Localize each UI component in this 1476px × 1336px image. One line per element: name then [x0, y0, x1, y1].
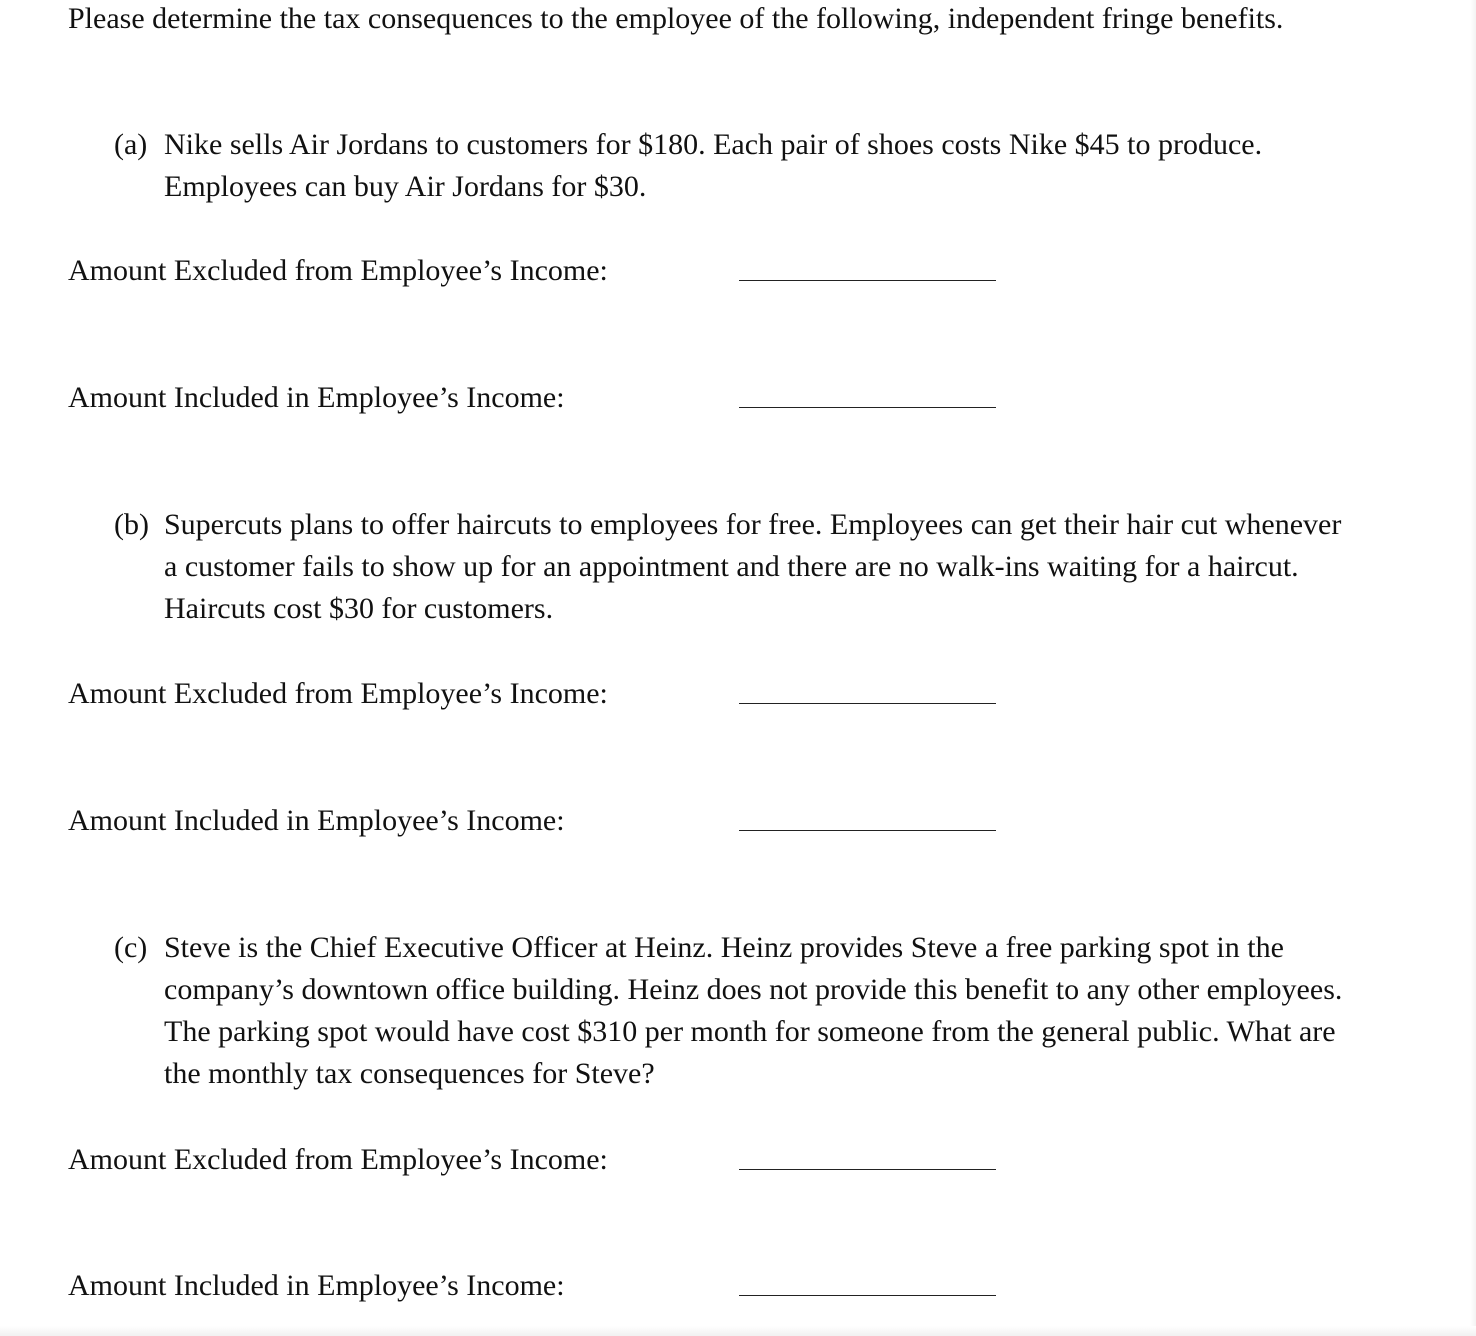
- answer-a-included-label: Amount Included in Employee’s Income:: [68, 381, 565, 414]
- answer-row-c-excluded: [68, 1139, 1008, 1181]
- answer-a-excluded-label: Amount Excluded from Employee’s Income:: [68, 254, 608, 287]
- page-right-edge: [1470, 0, 1476, 1336]
- question-b-text: Supercuts plans to offer haircuts to employees for free. Employees can get their hair cut whenever a customer fails to show up for an appointment and there are no walk-ins waiting for a haircut. Haircuts cost $30 for customers.: [164, 508, 1342, 625]
- answer-b-included-blank[interactable]: [739, 830, 996, 831]
- answer-c-included-label: Amount Included in Employee’s Income:: [68, 1269, 565, 1302]
- instructions-paragraph: Please determine the tax consequences to the employee of the following, independent fringe benefits.: [68, 2, 1284, 35]
- answer-a-excluded-blank[interactable]: [739, 280, 996, 281]
- question-a: [114, 124, 1344, 208]
- question-a-text: Nike sells Air Jordans to customers for $180. Each pair of shoes costs Nike $45 to produce. Employees can buy Air Jordans for $30.: [164, 128, 1263, 203]
- answer-b-included-label: Amount Included in Employee’s Income:: [68, 804, 565, 837]
- answer-row-b-excluded: [68, 673, 1008, 715]
- answer-a-included-blank[interactable]: [739, 407, 996, 408]
- question-c-text: Steve is the Chief Executive Officer at Heinz. Heinz provides Steve a free parking spot in the company’s downtown office building. Heinz does not provide this benefit to any other employees. The parking spot would have cost $310 per month for someone from the general public. What are the monthly tax consequences for Steve?: [164, 931, 1343, 1090]
- question-a-marker: (a): [114, 128, 148, 161]
- answer-b-excluded-label: Amount Excluded from Employee’s Income:: [68, 677, 608, 710]
- answer-b-excluded-blank[interactable]: [739, 703, 996, 704]
- question-b: [114, 504, 1344, 630]
- question-c-marker: (c): [114, 931, 148, 964]
- page-bottom-edge: [0, 1326, 1476, 1336]
- answer-c-included-blank[interactable]: [739, 1295, 996, 1296]
- question-c: [114, 927, 1344, 1095]
- answer-row-a-excluded: [68, 250, 1008, 292]
- answer-row-c-included: [68, 1265, 1008, 1307]
- question-b-marker: (b): [114, 508, 149, 541]
- answer-row-a-included: [68, 377, 1008, 419]
- answer-c-excluded-label: Amount Excluded from Employee’s Income:: [68, 1143, 608, 1176]
- answer-row-b-included: [68, 800, 1008, 842]
- answer-c-excluded-blank[interactable]: [739, 1169, 996, 1170]
